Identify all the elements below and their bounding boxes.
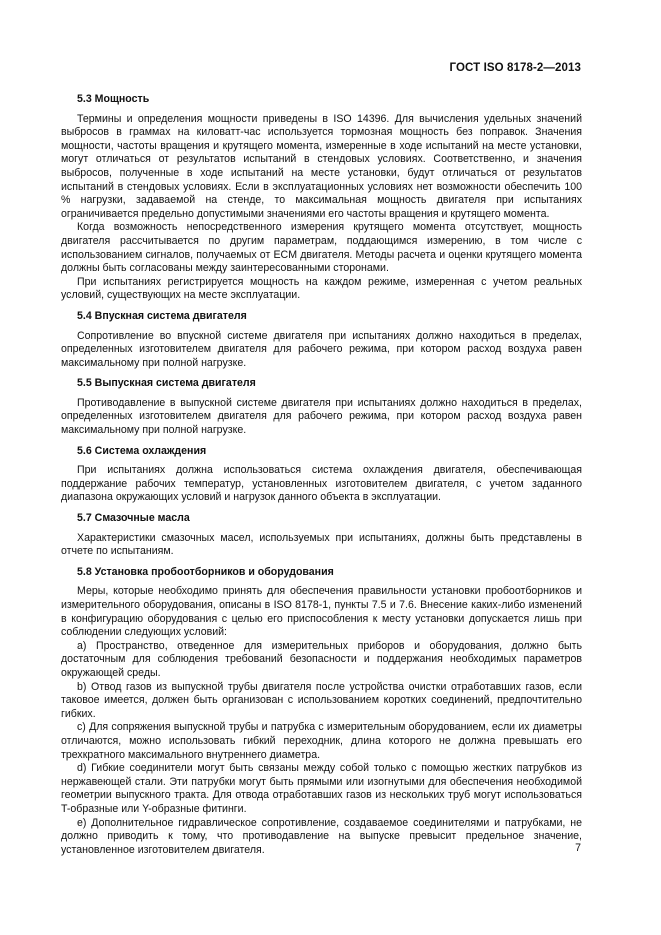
paragraph: При испытаниях регистрируется мощность на каждом режиме, измеренная с учетом реальных условий, существующих на месте эксплуатации. — [61, 275, 582, 302]
section-title: 5.8 Установка пробоотборников и оборудования — [77, 565, 334, 578]
document-code-header: ГОСТ ISO 8178-2—2013 — [449, 62, 581, 74]
section-title: 5.7 Смазочные масла — [77, 512, 190, 525]
paragraph: Характеристики смазочных масел, используемых при испытаниях, должны быть представлены в отчете по испытаниям. — [61, 531, 582, 558]
paragraph: Сопротивление во впускной системе двигателя при испытаниях должно находиться в пределах, определенных изготовителем двигателя для рабочего режима, при котором расход воздуха равен максимальному при полной нагрузке. — [61, 329, 582, 369]
section-5-7 — [61, 512, 582, 559]
section-5-4 — [61, 310, 582, 370]
paragraph: Когда возможность непосредственного измерения крутящего момента отсутствует, мощность двигателя рассчитывается по другим параметрам, поддающимся измерению, в том числе с использованием сигналов, получаемых от ECM двигателя. Методы расчета и оценки крутящего момента должны быть согласованы между заинтересованными сторонами. — [61, 221, 582, 275]
paragraph: Противодавление в выпускной системе двигателя при испытаниях должно находиться в пределах, определенных изготовителем двигателя для рабочего режима, при котором расход воздуха равен максимальному при полной нагрузке. — [61, 396, 582, 437]
section-title: 5.4 Впускная система двигателя — [77, 309, 247, 322]
section-5-6 — [61, 445, 582, 505]
paragraph: При испытаниях должна использоваться система охлаждения двигателя, обеспечивающая поддержание рабочих температур, установленных изготовителем двигателя, с учетом заданного диапазона окружающих условий и нагрузок данного объекта в эксплуатации. — [61, 464, 582, 504]
section-5-8 — [61, 566, 582, 857]
paragraph: Меры, которые необходимо принять для обеспечения правильности установки пробоотборников и измерительного оборудования, описаны в ISO 8178-1, пункты 7.5 и 7.6. Внесение каких-либо изменений в конфигурацию оборудования с целью его приспособления к месту установки допускается лишь при соблюдении следующих условий: — [61, 585, 582, 639]
section-5-5 — [61, 377, 582, 437]
document-body — [61, 93, 582, 864]
list-item-d: d) Гибкие соединители могут быть связаны между собой только с помощью жестких патрубков из нержавеющей стали. Эти патрубки могут быть прямыми или изогнутыми для обеспечения необходимой геометрии выпускного тракта. Для отвода отработавших газов из нескольких труб могут использоваться T-образные или Y-образные фитинги. — [61, 762, 582, 815]
section-title: 5.5 Выпускная система двигателя — [77, 377, 256, 390]
list-item-e: e) Дополнительное гидравлическое сопротивление, создаваемое соединителями и патрубками, не должно приводить к тому, что противодавление на выпуске превысит предельное значение, установленное изготовителем двигателя. — [61, 816, 582, 856]
page-number: 7 — [575, 842, 581, 854]
list-item-a: a) Пространство, отведенное для измерительных приборов и оборудования, должно быть достаточным для соблюдения требований безопасности и поддержания необходимых параметров окружающей среды. — [61, 639, 582, 679]
paragraph: Термины и определения мощности приведены в ISO 14396. Для вычисления удельных значений выбросов в граммах на киловатт-час используется тормозная мощность без поправок. Значения мощности, частоты вращения и крутящего момента, измеренные в ходе испытаний на месте установки, могут отличаться от результатов испытаний в стендовых условиях. Соответственно, и значения выбросов, полученные в ходе испытаний на месте установки, будут отличаться от результатов испытаний в стендовых условиях. Если в эксплуатационных условиях нет возможности обеспечить 100 % нагрузки, задаваемой на стенде, то максимальная мощность двигателя при испытаниях ограничивается предельно допустимыми значениями его частоты вращения и крутящего момента. — [61, 112, 582, 220]
section-5-3 — [61, 93, 582, 303]
list-item-c: c) Для сопряжения выпускной трубы и патрубка с измерительным оборудованием, если их диаметры отличаются, можно использовать гибкий переходник, длина которого не должна превышать его трехкратного максимального внутреннего диаметра. — [61, 721, 582, 761]
section-title: 5.6 Система охлаждения — [77, 444, 207, 457]
section-title: 5.3 Мощность — [77, 93, 150, 105]
list-item-b: b) Отвод газов из выпускной трубы двигателя после устройства очистки отработавших газов, если таковое имеется, должен быть организован с использованием коротких соединений, предпочтительно гибких. — [61, 680, 582, 720]
